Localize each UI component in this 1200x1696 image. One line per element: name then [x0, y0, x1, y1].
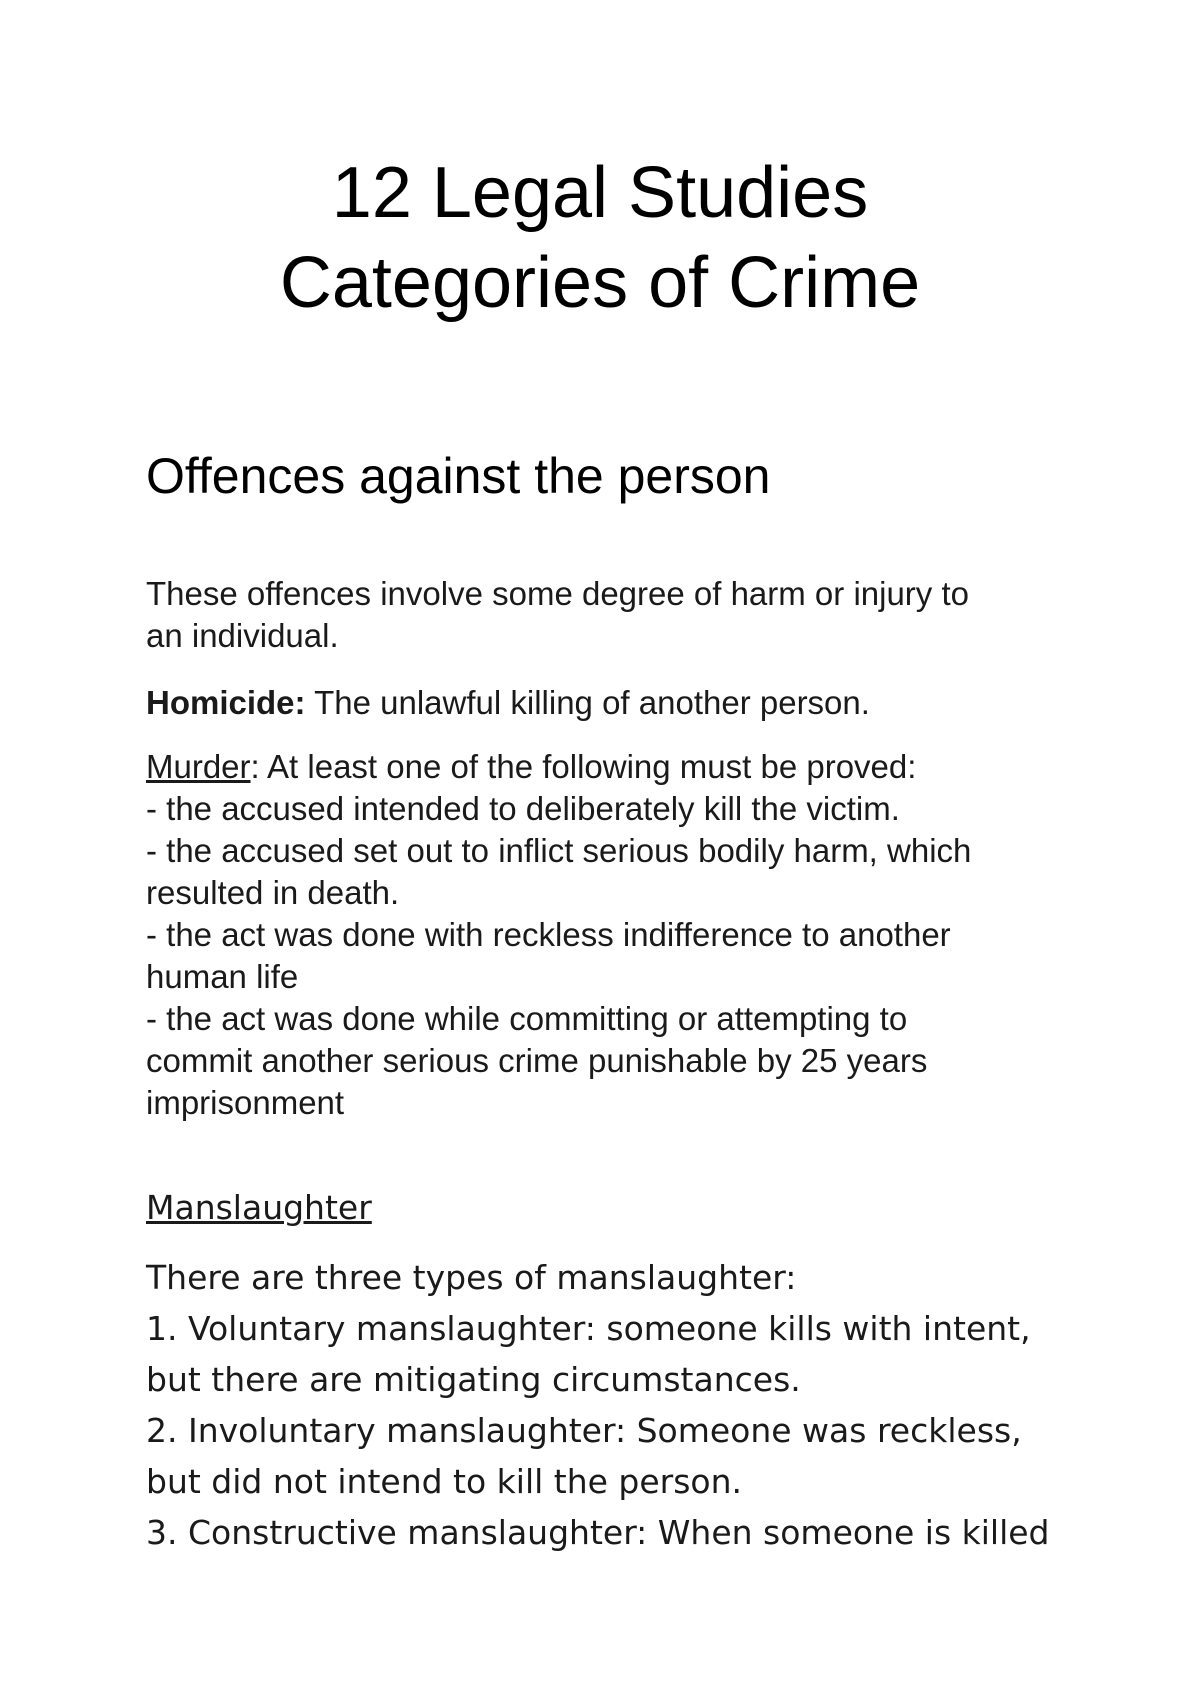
murder-lead: : At least one of the following must be proved:	[250, 748, 917, 785]
murder-line: imprisonment	[146, 1084, 345, 1121]
manslaughter-line: 1. Voluntary manslaughter: someone kills with intent,	[146, 1309, 1031, 1348]
murder-lead-line	[146, 746, 1076, 788]
murder-line: - the act was done with reckless indifference to another	[146, 916, 951, 953]
homicide-text: The unlawful killing of another person.	[305, 684, 870, 721]
manslaughter-list	[146, 1252, 1086, 1558]
intro-line: These offences involve some degree of harm or injury to	[146, 575, 969, 612]
document-title	[0, 148, 1200, 328]
intro-line: an individual.	[146, 617, 339, 654]
title-line-2: Categories of Crime	[279, 243, 921, 323]
murder-line: - the act was done while committing or attempting to	[146, 1000, 908, 1037]
manslaughter-heading: Manslaughter	[146, 1188, 372, 1227]
manslaughter-line: 2. Involuntary manslaughter: Someone was reckless,	[146, 1411, 1022, 1450]
homicide-term: Homicide:	[146, 684, 306, 721]
murder-line: - the accused intended to deliberately kill the victim.	[146, 790, 900, 827]
manslaughter-line: but there are mitigating circumstances.	[146, 1360, 801, 1399]
manslaughter-line: There are three types of manslaughter:	[146, 1258, 797, 1297]
homicide-definition	[146, 682, 1076, 724]
intro-paragraph	[146, 573, 1076, 657]
murder-term: Murder	[146, 748, 251, 785]
manslaughter-line: but did not intend to kill the person.	[146, 1462, 743, 1501]
murder-line: - the accused set out to inflict serious bodily harm, which	[146, 832, 972, 869]
title-line-1: 12 Legal Studies	[331, 153, 869, 233]
murder-line: resulted in death.	[146, 874, 400, 911]
murder-definition	[146, 746, 1076, 1124]
murder-line: human life	[146, 958, 299, 995]
murder-line: commit another serious crime punishable by 25 years	[146, 1042, 928, 1079]
section-heading: Offences against the person	[146, 448, 771, 504]
manslaughter-line: 3. Constructive manslaughter: When someone is killed	[146, 1513, 1050, 1552]
